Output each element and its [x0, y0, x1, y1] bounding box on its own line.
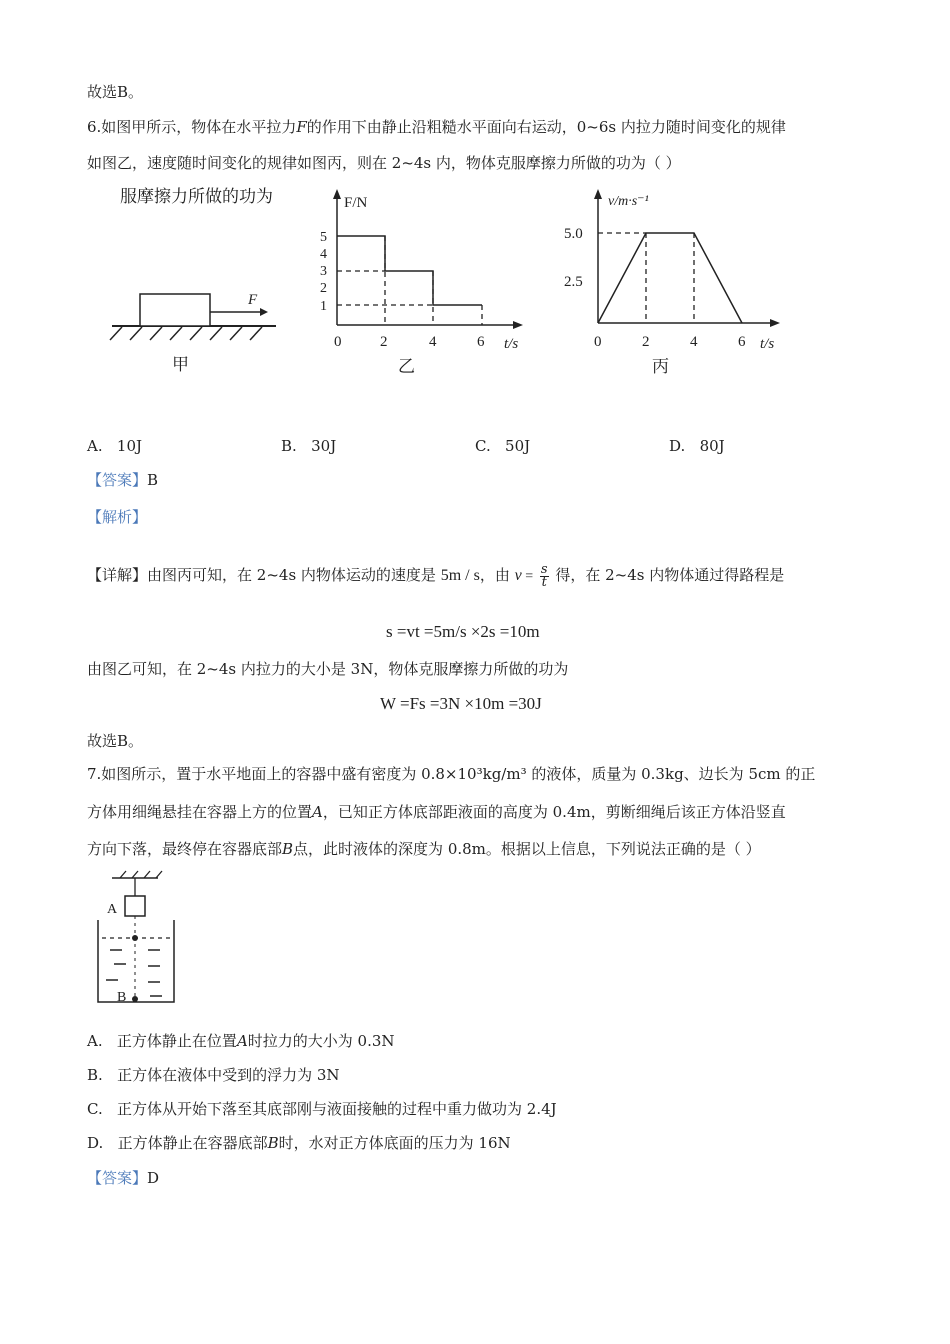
formula-fraction: $\frac{s}{t}$ — [540, 561, 548, 590]
yi-ytick: 5 — [320, 230, 327, 245]
yi-ytick: 3 — [320, 264, 327, 279]
q6-analysis-tag: 【解析】 — [87, 508, 148, 526]
label-b: B — [117, 990, 127, 1005]
previous-answer-choose: 故选B。 — [87, 83, 144, 101]
q7-option-b[interactable]: B. 正方体在液体中受到的浮力为 3N — [87, 1066, 340, 1084]
yi-xtick: 4 — [429, 334, 437, 350]
q7-answer: 【答案】D — [87, 1169, 160, 1187]
liquid-marks — [106, 950, 162, 996]
force-guide-lines — [337, 236, 482, 325]
q6-equation-distance: s =vt =5m/s ×2s =10m — [386, 622, 540, 641]
container — [98, 920, 174, 1002]
figure-yi-label: 乙 — [398, 357, 415, 376]
bing-xlabel: t/s — [760, 336, 775, 352]
q6-option-b[interactable]: B. 30J — [281, 437, 337, 455]
q6-option-c[interactable]: C. 50J — [475, 437, 531, 455]
q7-option-a[interactable]: A. 正方体静止在位置A时拉力的大小为 0.3N — [87, 1032, 395, 1050]
q7-option-d[interactable]: D. 正方体静止在容器底部B时，水对正方体底面的压力为 16N — [87, 1134, 511, 1152]
figure-jia-caption: 服摩擦力所做的功为 — [120, 187, 273, 206]
bing-xtick: 0 — [594, 334, 602, 350]
yi-xtick: 6 — [477, 334, 485, 350]
q6-line-1: 6.如图甲所示，物体在水平拉力F的作用下由静止沿粗糙水平面向右运动，0~6s 内拉力随时间变化的规律 — [87, 118, 786, 136]
q6-answer: 【答案】B — [87, 471, 159, 489]
block — [140, 294, 210, 326]
label-a: A — [107, 902, 118, 917]
q7-option-c[interactable]: C. 正方体从开始下落至其底部刚与液面接触的过程中重力做功为 2.4J — [87, 1100, 557, 1118]
q6-line-2: 如图乙，速度随时间变化的规律如图丙，则在 2~4s 内，物体克服摩擦力所做的功为（ ） — [87, 154, 681, 172]
bing-ylabel: v/m·s⁻¹ — [608, 194, 649, 209]
q6-detail-line-1: 【详解】由图丙可知，在 2~4s 内物体运动的速度是 5m / s，由 v = $\frac{s}{t}$ 得，在 2~4s 内物体通过得路程是 — [87, 561, 785, 590]
q7-line-1: 7.如图所示，置于水平地面上的容器中盛有密度为 0.8×10³kg/m³ 的液体，质量为 0.3kg、边长为 5cm 的正 — [87, 765, 816, 783]
bing-xtick: 4 — [690, 334, 698, 350]
yi-ytick: 1 — [320, 299, 327, 314]
q6-detail-line-2: 由图乙可知，在 2~4s 内拉力的大小是 3N，物体克服摩擦力所做的功为 — [87, 660, 569, 678]
ground-hatching — [110, 327, 262, 340]
q7-container-figure — [90, 868, 190, 1008]
yi-xtick: 2 — [380, 334, 388, 350]
q7-line-3: 方向下落，最终停在容器底部B点，此时液体的深度为 0.8m。根据以上信息，下列说法正确的是（ ） — [87, 840, 761, 858]
figure-bing-label: 丙 — [652, 357, 669, 376]
q6-choose: 故选B。 — [87, 732, 144, 750]
yi-ytick: 4 — [320, 247, 327, 262]
velocity-line — [598, 233, 742, 323]
q6-figure-yi — [310, 185, 530, 380]
q7-line-2: 方体用细绳悬挂在容器上方的位置A，已知正方体底部距液面的高度为 0.4m，剪断细绳后该正方体沿竖直 — [87, 803, 786, 821]
yi-xtick: 0 — [334, 334, 342, 350]
bing-ytick: 2.5 — [564, 274, 583, 290]
yi-ylabel: F/N — [344, 195, 368, 211]
figure-jia-label: 甲 — [172, 355, 189, 374]
q6-figure-bing — [560, 185, 790, 380]
yi-xlabel: t/s — [504, 336, 519, 352]
q6-option-d[interactable]: D. 80J — [669, 437, 725, 455]
q6-equation-work: W =Fs =3N ×10m =30J — [380, 694, 542, 713]
q6-figure-jia — [100, 180, 300, 380]
velocity-guide-lines — [598, 233, 694, 323]
cube — [125, 896, 145, 916]
q6-option-a[interactable]: A. 10J — [87, 437, 143, 455]
bing-xtick: 6 — [738, 334, 746, 350]
yi-ytick: 2 — [320, 281, 327, 296]
bing-xtick: 2 — [642, 334, 650, 350]
force-label: F — [248, 292, 258, 308]
bing-ytick: 5.0 — [564, 226, 583, 242]
